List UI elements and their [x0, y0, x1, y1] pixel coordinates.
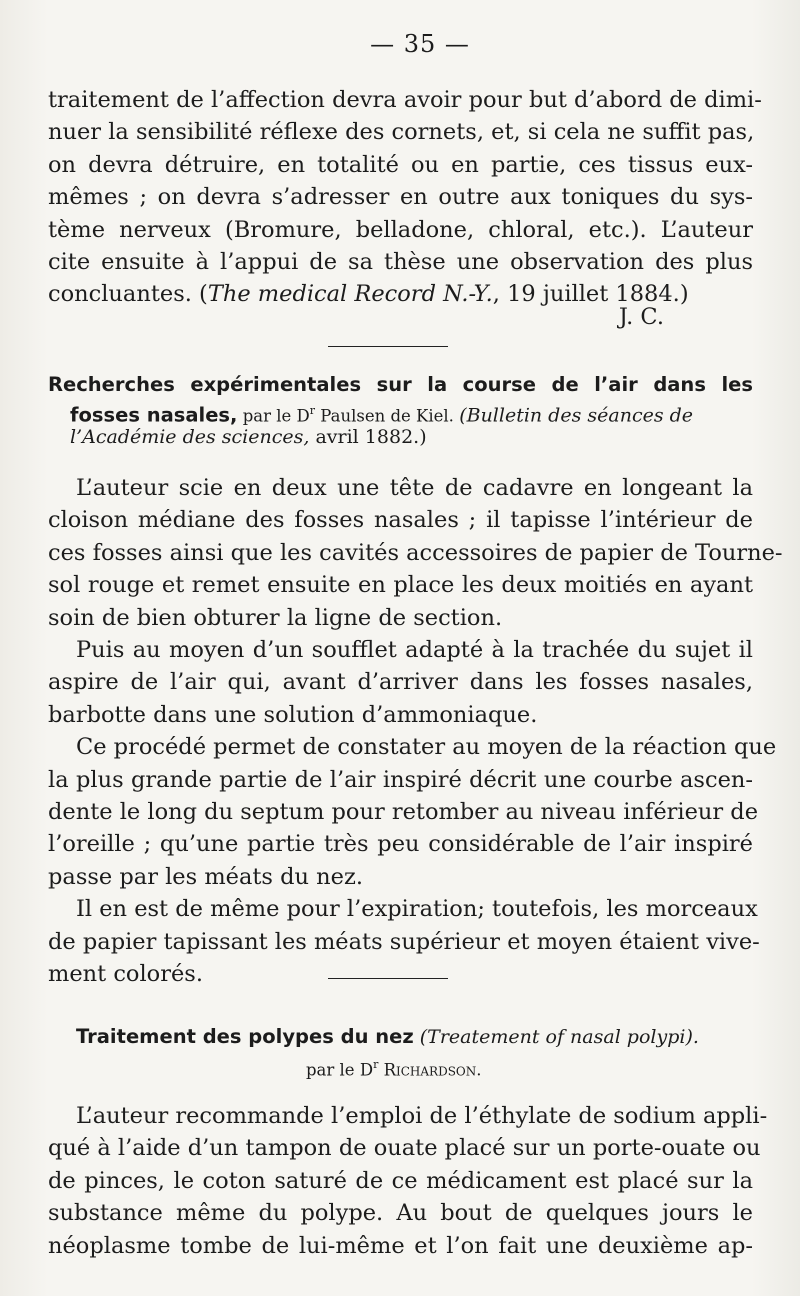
author-prefix: par le D	[306, 1060, 374, 1080]
text-line: tème nerveux (Bromure, belladone, chloral, etc.). L’auteur	[48, 216, 753, 243]
section-divider	[328, 346, 448, 347]
text-line: cloison médiane des fosses nasales ; il tapisse l’intérieur de	[48, 507, 753, 534]
author-signature: J. C.	[618, 304, 664, 330]
section-divider	[328, 978, 448, 979]
article-title-english: (Treatement of nasal polypi).	[413, 1026, 699, 1048]
article-byline	[306, 1052, 482, 1083]
text-line: ces fosses ainsi que les cavités accessoires de papier de Tourne-	[48, 539, 783, 566]
text-line: passe par les méats du nez.	[48, 863, 363, 890]
author-prefix: par le D	[237, 406, 310, 426]
text-line: L’auteur scie en deux une tête de cadavre en longeant la	[76, 475, 753, 501]
source-title-continued: l’Académie des sciences,	[70, 426, 310, 448]
text-line: aspire de l’air qui, avant d’arriver dans les fosses nasales,	[48, 669, 753, 696]
text-line: traitement de l’affection devra avoir pour but d’abord de dimi-	[48, 87, 762, 113]
text-line: substance même du polype. Au bout de quelques jours le	[48, 1200, 753, 1227]
text-line: de papier tapissant les méats supérieur et moyen étaient vive-	[48, 928, 760, 955]
article-title-line: Recherches expérimentales sur la course de l’air dans les	[48, 373, 753, 396]
author-name: Paulsen de Kiel.	[315, 406, 460, 426]
text-line: l’oreille ; qu’une partie très peu considérable de l’air inspiré	[48, 831, 753, 858]
text-line: Il en est de même pour l’expiration; toutefois, les morceaux	[76, 896, 758, 923]
text-line: néoplasme tombe de lui-même et l’on fait une deuxième ap-	[48, 1232, 753, 1259]
article-body	[48, 1100, 768, 1262]
article-source	[70, 424, 427, 450]
article-body	[48, 472, 783, 991]
source-date: avril 1882.)	[309, 426, 427, 448]
text-line: de pinces, le coton saturé de ce médicament est placé sur la	[48, 1167, 753, 1194]
text-line: L’auteur recommande l’emploi de l’éthylate de sodium appli-	[76, 1103, 768, 1129]
article-heading	[48, 372, 753, 398]
continuation-paragraph	[48, 84, 762, 311]
text-line: Puis au moyen d’un soufflet adapté à la trachée du sujet il	[76, 637, 753, 664]
text-line: Ce procédé permet de constater au moyen de la réaction que	[76, 734, 777, 761]
text-line: cite ensuite à l’appui de sa thèse une observation des plus	[48, 249, 753, 276]
page-number: — 35 —	[370, 30, 470, 58]
text-line: ment colorés.	[48, 961, 203, 988]
citation-prefix: concluantes. (	[48, 281, 208, 308]
text-line: nuer la sensibilité réflexe des cornets, et, si cela ne suffit pas,	[48, 119, 755, 146]
article-title-continued: fosses nasales,	[70, 403, 238, 427]
author-sup: r	[373, 1058, 379, 1071]
text-line: mêmes ; on devra s’adresser en outre aux toniques du sys-	[48, 184, 753, 211]
text-line: on devra détruire, en totalité ou en partie, ces tissus eux-	[48, 151, 753, 178]
article-title: Traitement des polypes du nez	[76, 1025, 414, 1048]
text-line: soin de bien obturer la ligne de section.	[48, 604, 503, 631]
journal-title: The medical Record N.-Y.	[207, 281, 493, 308]
text-line: qué à l’aide d’un tampon de ouate placé sur un porte-ouate ou	[48, 1135, 761, 1162]
text-line: dente le long du septum pour retomber au niveau inférieur de	[48, 799, 759, 826]
author-sup: r	[309, 404, 316, 417]
text-line: sol rouge et remet ensuite en place les deux moitiés en ayant	[48, 572, 753, 599]
author-name: Richardson.	[378, 1060, 482, 1080]
citation-date: , 19 juillet 1884.)	[492, 281, 689, 308]
text-line: la plus grande partie de l’air inspiré décrit une courbe ascen-	[48, 766, 753, 793]
source-title: (Bulletin des séances de	[459, 404, 694, 427]
text-line: barbotte dans une solution d’ammoniaque.	[48, 701, 538, 728]
article-heading	[76, 1024, 756, 1050]
